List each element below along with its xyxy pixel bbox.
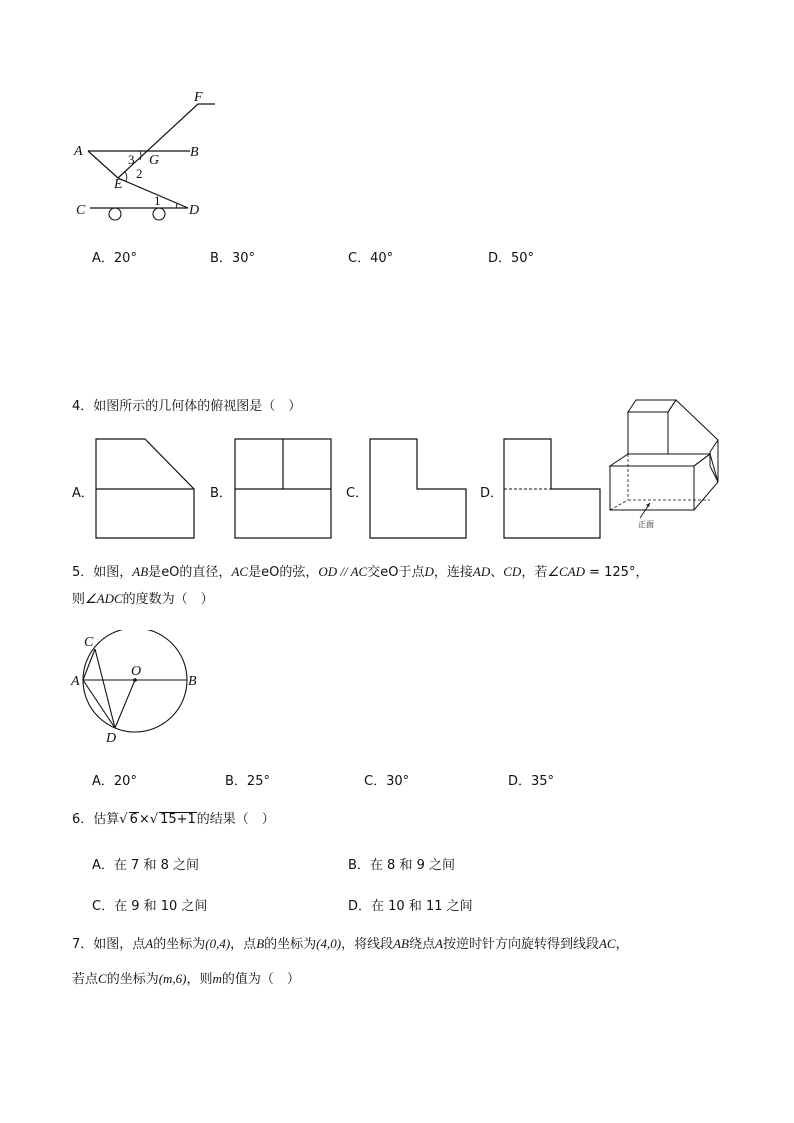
q4-option-a-letter: A．	[72, 486, 94, 501]
q3-option-c: C．40°	[348, 251, 394, 266]
q6-option-c: C．在 9 和 10 之间	[92, 899, 208, 914]
q4-option-c-letter: C．	[346, 486, 369, 501]
label-angle-1: 1	[154, 193, 161, 208]
q4-option-b-letter: B．	[210, 486, 232, 501]
label-angle-2: 2	[136, 166, 143, 181]
q5-option-c: C．30°	[364, 774, 410, 789]
q5-figure	[68, 630, 208, 748]
q3-figure	[70, 92, 230, 227]
label-a: A	[74, 144, 83, 159]
q3-option-b: B．30°	[210, 251, 255, 266]
q4-option-a-figure	[95, 438, 195, 540]
q5-option-a: A．20°	[92, 774, 137, 789]
q6-option-b: B．在 8 和 9 之间	[348, 858, 455, 873]
label-angle-3: 3	[128, 152, 135, 167]
angle-arc-2	[125, 172, 127, 181]
q6-option-a: A．在 7 和 8 之间	[92, 858, 199, 873]
line-ae	[88, 151, 118, 178]
q6-option-d: D．在 10 和 11 之间	[348, 899, 473, 914]
label-c: C	[76, 203, 86, 218]
label-a: A	[71, 674, 80, 689]
q7-stem-line2: 若点C的坐标为(m,6)，则m的值为（ ）	[72, 971, 300, 987]
label-d: D	[106, 731, 117, 746]
q7-stem-line1: 7．如图，点A的坐标为(0,4)，点B的坐标为(4,0)，将线段AB绕点A按逆时针方向旋转得到线段AC，	[72, 936, 629, 952]
line-ad	[83, 680, 115, 728]
radicand-1: 6	[129, 812, 138, 827]
q5-option-d: D．35°	[508, 774, 555, 789]
q5-stem-line1: 5．如图，AB是eO的直径，AC是eO的弦，OD // AC交eO于点D，连接AD、CD，若∠CAD = 125°，	[72, 564, 649, 580]
q6-stem: 6．估算√ 6×√ 15+1的结果（ ）	[72, 812, 275, 827]
wheel-left	[109, 208, 121, 220]
angle-arc-1	[176, 203, 178, 208]
label-f: F	[194, 92, 203, 105]
q4-front-label: 正面	[638, 520, 654, 529]
radicand-2: 15+1	[160, 812, 196, 827]
label-o: O	[131, 664, 142, 679]
q4-option-b-figure	[234, 438, 332, 540]
q4-option-d-figure	[503, 438, 601, 540]
label-b: B	[190, 145, 199, 160]
wheel-right	[153, 208, 165, 220]
angle-arc-3	[140, 151, 141, 160]
q4-option-c-figure	[369, 438, 467, 540]
q4-solid-figure	[606, 396, 726, 532]
label-d: D	[189, 203, 200, 218]
line-od	[115, 680, 135, 728]
q4-option-d-letter: D．	[480, 486, 504, 501]
label-g: G	[149, 153, 160, 168]
q5-stem-line2: 则∠ADC的度数为（ ）	[72, 591, 214, 607]
q3-option-a: A．20°	[92, 251, 137, 266]
q3-option-d: D．50°	[488, 251, 535, 266]
label-c: C	[84, 635, 94, 650]
q5-option-b: B．25°	[225, 774, 270, 789]
q4-stem: 4．如图所示的几何体的俯视图是（ ）	[72, 399, 302, 414]
label-b: B	[188, 674, 197, 689]
label-e: E	[114, 177, 123, 192]
